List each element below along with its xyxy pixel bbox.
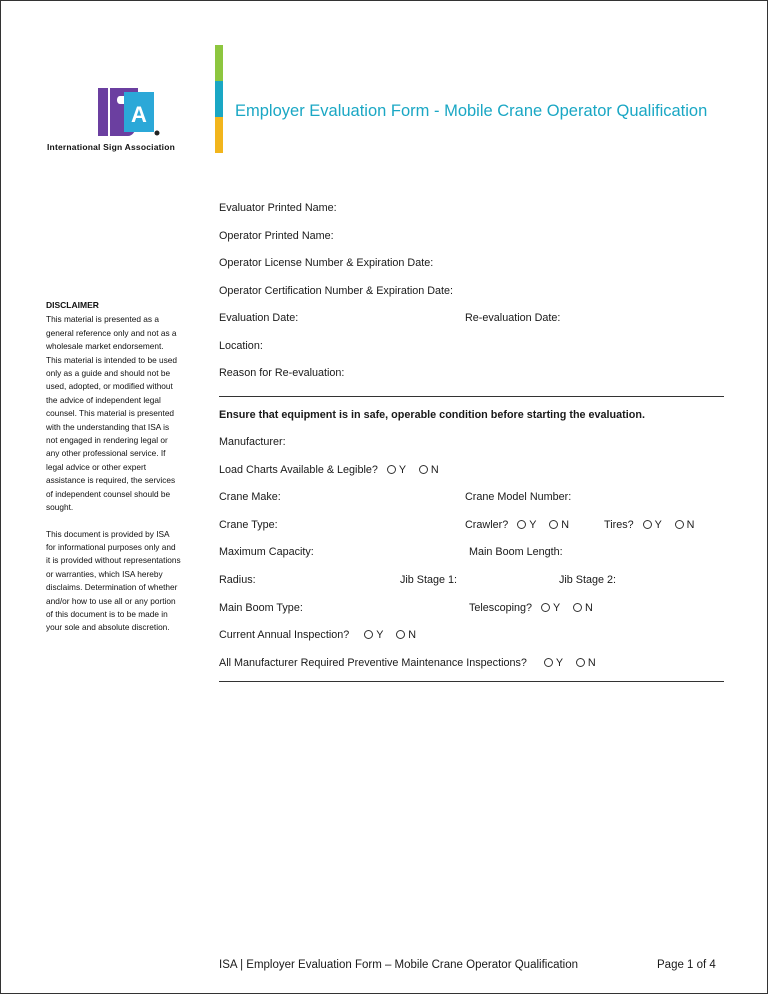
manufacturer-label: Manufacturer: (219, 436, 286, 448)
safety-notice: Ensure that equipment is in safe, operable condition before starting the evaluation. (219, 409, 645, 421)
disclaimer-paragraph-2: This document is provided by ISA for informational purposes only and it is provided without representations or warranties, which ISA hereby disclaims. Determination of whether and/or how to use all or any portion of this document is to be made in your sole and absolute discretion. (46, 528, 181, 633)
tires-label: Tires? (604, 519, 634, 531)
annual-inspection-label: Current Annual Inspection? (219, 629, 350, 641)
telescoping-label: Telescoping? (469, 602, 533, 614)
crawler-row (465, 519, 569, 531)
load-charts-no[interactable]: N (419, 464, 439, 476)
certification-label: Operator Certification Number & Expiration Date: (219, 285, 454, 297)
pm-inspections-label: All Manufacturer Required Preventive Maintenance Inspections? (219, 657, 527, 669)
radio-icon (576, 658, 585, 667)
disclaimer-paragraph-1: This material is presented as a general reference only and not as a wholesale market endorsement. This material is intended to be used only as a guide and should not be used, adopted, or modified without the advice of independent legal counsel. This material is presented with the understanding that ISA is not engaged in rendering legal or any other professional service. If legal advice or other expert assistance is required, the services of independent counsel should be sought. (46, 314, 177, 513)
annual-inspection-row (219, 629, 416, 641)
radio-icon (573, 603, 582, 612)
radio-icon (544, 658, 553, 667)
divider-bottom (219, 681, 724, 682)
license-label: Operator License Number & Expiration Date: (219, 257, 434, 269)
main-boom-type-label: Main Boom Type: (219, 602, 303, 614)
radius-label: Radius: (219, 574, 256, 586)
crane-model-label: Crane Model Number: (465, 491, 572, 503)
pm-inspections-row (219, 657, 596, 669)
radio-icon (387, 465, 396, 474)
jib-stage-1-label: Jib Stage 1: (400, 574, 458, 586)
radio-icon (549, 520, 558, 529)
main-boom-length-label: Main Boom Length: (469, 546, 563, 558)
tires-row (604, 519, 694, 531)
isa-logo (47, 86, 217, 158)
crane-make-label: Crane Make: (219, 491, 281, 503)
load-charts-yes[interactable]: Y (387, 464, 406, 476)
radio-icon (675, 520, 684, 529)
operator-name-label: Operator Printed Name: (219, 230, 334, 242)
disclaimer-heading: DISCLAIMER (46, 300, 99, 310)
pm-inspections-no[interactable]: N (576, 657, 596, 669)
load-charts-row (219, 464, 439, 476)
radio-icon (396, 630, 405, 639)
page-number: Page 1 of 4 (657, 959, 716, 971)
location-label: Location: (219, 340, 263, 352)
evaluation-date-label: Evaluation Date: (219, 312, 299, 324)
annual-inspection-no[interactable]: N (396, 629, 416, 641)
tires-yes[interactable]: Y (643, 519, 662, 531)
accent-color-bar (215, 45, 223, 153)
disclaimer-sidebar (46, 299, 181, 648)
telescoping-yes[interactable]: Y (541, 602, 560, 614)
radio-icon (364, 630, 373, 639)
annual-inspection-yes[interactable]: Y (364, 629, 383, 641)
load-charts-label: Load Charts Available & Legible? (219, 464, 378, 476)
svg-text:A: A (131, 102, 147, 127)
reason-label: Reason for Re-evaluation: (219, 367, 345, 379)
telescoping-no[interactable]: N (573, 602, 593, 614)
crawler-yes[interactable]: Y (517, 519, 536, 531)
tires-no[interactable]: N (675, 519, 695, 531)
radio-icon (517, 520, 526, 529)
logo-org-name: International Sign Association (47, 142, 176, 152)
jib-stage-2-label: Jib Stage 2: (559, 574, 617, 586)
evaluator-name-label: Evaluator Printed Name: (219, 202, 337, 214)
radio-icon (419, 465, 428, 474)
telescoping-row (469, 602, 593, 614)
radio-icon (541, 603, 550, 612)
crane-type-label: Crane Type: (219, 519, 278, 531)
crawler-label: Crawler? (465, 519, 509, 531)
pm-inspections-yes[interactable]: Y (544, 657, 563, 669)
divider-top (219, 396, 724, 397)
max-capacity-label: Maximum Capacity: (219, 546, 314, 558)
radio-icon (643, 520, 652, 529)
footer-title: ISA | Employer Evaluation Form – Mobile Crane Operator Qualification (219, 959, 579, 971)
crawler-no[interactable]: N (549, 519, 569, 531)
isa-logo-mark (98, 88, 160, 138)
reevaluation-date-label: Re-evaluation Date: (465, 312, 561, 324)
page-title: Employer Evaluation Form - Mobile Crane Operator Qualification (235, 102, 708, 120)
